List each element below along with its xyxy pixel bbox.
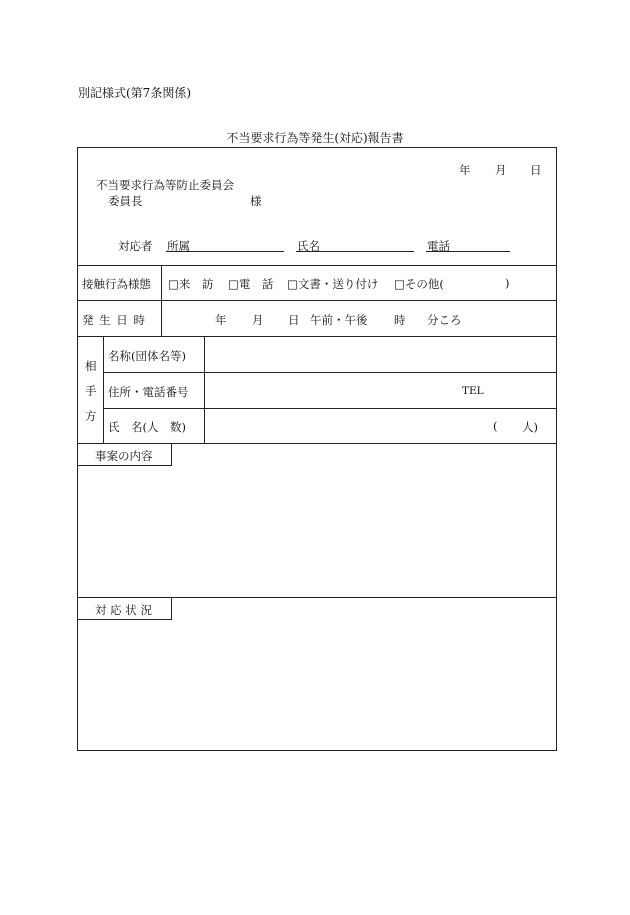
response-status-label: 対 応 状 況 bbox=[95, 603, 152, 617]
option-visit[interactable]: □来 訪 bbox=[168, 277, 214, 291]
case-content-label: 事案の内容 bbox=[95, 449, 153, 463]
option-other-close: ) bbox=[505, 276, 510, 290]
tel-label: TEL bbox=[462, 385, 484, 397]
counterparty-label-3: 方 bbox=[85, 409, 97, 423]
occurrence-label: 発 生 日 時 bbox=[82, 313, 146, 327]
phone-label: 電話 bbox=[427, 239, 450, 253]
date-day-label: 日 bbox=[530, 163, 542, 177]
addressee-chair: 委員長 bbox=[108, 194, 143, 208]
phone-field[interactable] bbox=[426, 251, 510, 252]
occurrence-minute: 分ころ bbox=[427, 313, 462, 327]
occurrence-year: 年 bbox=[215, 313, 227, 327]
address-phone-label: 住所・電話番号 bbox=[108, 385, 189, 399]
occurrence-hour: 時 bbox=[394, 313, 406, 327]
option-phone[interactable]: □電 話 bbox=[228, 277, 274, 291]
person-count-label: 氏 名(人 数) bbox=[108, 420, 186, 434]
document-title: 不当要求行為等発生(対応)報告書 bbox=[226, 131, 404, 145]
occurrence-month: 月 bbox=[252, 313, 264, 327]
date-year-label: 年 bbox=[459, 163, 471, 177]
count-open: ( bbox=[493, 419, 498, 433]
contact-mode-label: 接触行為様態 bbox=[82, 277, 151, 291]
counterparty-label-1: 相 bbox=[85, 359, 97, 373]
count-close: 人) bbox=[522, 420, 538, 434]
responder-label: 対応者 bbox=[118, 239, 153, 253]
name-field[interactable] bbox=[296, 251, 414, 252]
addressee-committee: 不当要求行為等防止委員会 bbox=[96, 178, 234, 192]
occurrence-day: 日 bbox=[288, 313, 300, 327]
name-label: 氏名 bbox=[297, 239, 320, 253]
date-month-label: 月 bbox=[495, 163, 507, 177]
honorific: 様 bbox=[250, 194, 262, 208]
form-reference: 別記様式(第7条関係) bbox=[78, 86, 191, 100]
affiliation-label: 所属 bbox=[167, 239, 190, 253]
response-status-field[interactable] bbox=[78, 621, 556, 750]
option-other[interactable]: □その他( bbox=[394, 277, 444, 291]
counterparty-label-2: 手 bbox=[85, 384, 97, 398]
affiliation-field[interactable] bbox=[166, 251, 284, 252]
occurrence-ampm: 午前・午後 bbox=[310, 313, 368, 327]
name-org-label: 名称(団体名等) bbox=[108, 349, 186, 363]
option-document[interactable]: □文書・送り付け bbox=[287, 277, 379, 291]
case-content-field[interactable] bbox=[78, 467, 556, 596]
